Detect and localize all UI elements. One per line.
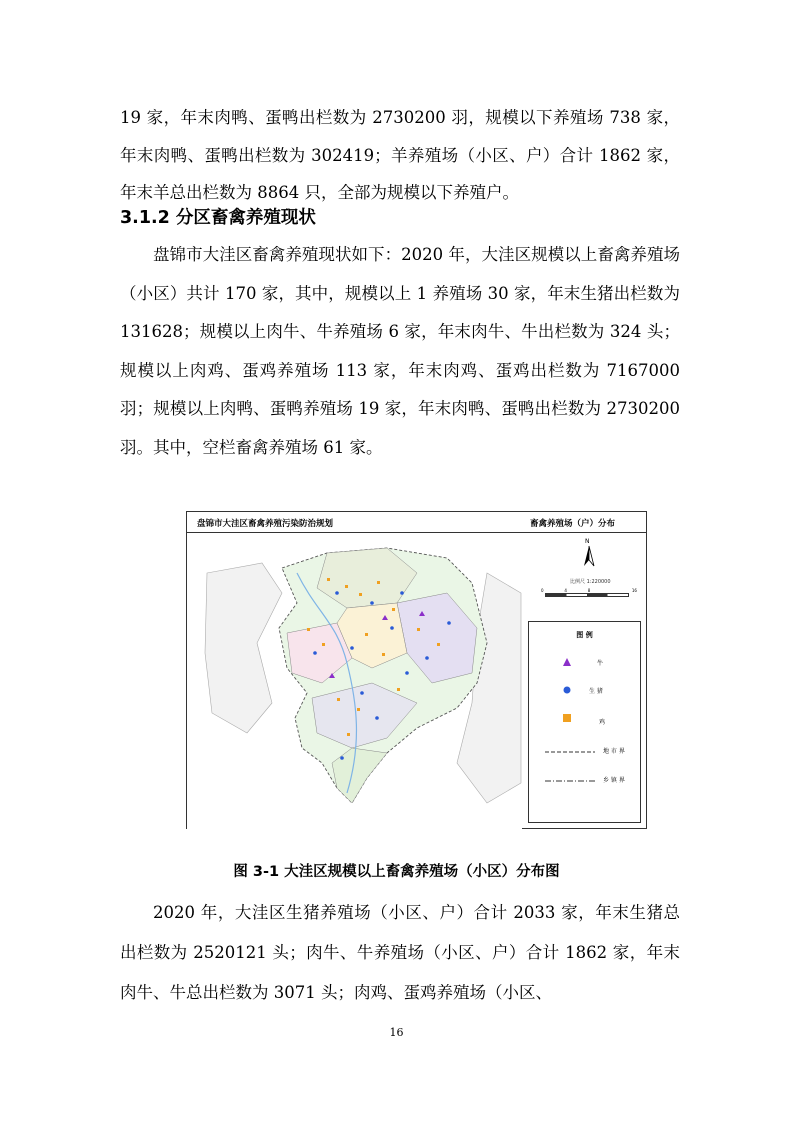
town-boundary-line-icon: [545, 779, 595, 783]
map-subtitle: 畜禽养殖场（户）分布: [530, 519, 616, 529]
page-number: 16: [389, 1026, 404, 1039]
pig-circle-icon: [563, 686, 571, 694]
north-arrow-icon: [581, 542, 597, 568]
legend-label-city-boundary: 地 市 界: [603, 748, 625, 755]
section-heading: 3.1.2 分区畜禽养殖现状: [120, 208, 316, 228]
map-title: 盘锦市大洼区畜禽养殖污染防治规划: [197, 519, 334, 529]
legend-label-pig: 生 猪: [589, 688, 603, 695]
scale-text: 比例尺 1:220000: [570, 579, 611, 585]
legend-title: 图 例: [576, 631, 593, 639]
north-label: N: [585, 538, 590, 545]
chicken-square-icon: [563, 714, 571, 722]
scale-tick: 8: [587, 588, 591, 593]
city-boundary-line-icon: [545, 750, 595, 754]
scale-bar: [545, 593, 629, 597]
paragraph-summary: 2020 年，大洼区生猪养殖场（小区、户）合计 2033 家，年末生猪总出栏数为 2520121 头；肉牛、牛养殖场（小区、户）合计 1862 家，年末肉牛、牛总出栏数为 3071 头；肉鸡、蛋鸡养殖场（小区、: [120, 903, 680, 1002]
map-figure: [186, 511, 647, 829]
legend-label-town-boundary: 乡 镇 界: [603, 777, 625, 784]
scale-tick: 4: [564, 588, 567, 593]
paragraph-status: 盘锦市大洼区畜禽养殖现状如下：2020 年，大洼区规模以上畜禽养殖场（小区）共计 170 家，其中，规模以上 1 养殖场 30 家，年末生猪出栏数为 131628；规模以上肉牛、牛养殖场 6 家，年末肉牛、牛出栏数为 324 头；规模以上肉鸡、蛋鸡养殖场 113 家，年末肉鸡、蛋鸡出栏数为 7167000 羽；规模以上肉鸭、蛋鸭养殖场 19 家，年末肉鸭、蛋鸭出栏数为 2730200 羽。其中，空栏畜禽养殖场 61 家。: [120, 245, 680, 457]
map-legend: [528, 621, 641, 823]
scale-tick: 0: [541, 588, 544, 593]
figure-caption: 图 3-1 大洼区规模以上畜禽养殖场（小区）分布图: [233, 864, 560, 880]
legend-label-cattle: 牛: [597, 660, 604, 667]
scale-tick: 16: [631, 588, 637, 593]
paragraph-continued: 19 家，年末肉鸭、蛋鸭出栏数为 2730200 羽，规模以下养殖场 738 家，年末肉鸭、蛋鸭出栏数为 302419；羊养殖场（小区、户）合计 1862 家，年末羊总出栏数为 8864 只，全部为规模以下养殖户。: [120, 108, 680, 202]
cattle-triangle-icon: [563, 658, 571, 666]
district-map: [187, 533, 522, 829]
legend-label-chicken: 鸡: [599, 719, 606, 726]
